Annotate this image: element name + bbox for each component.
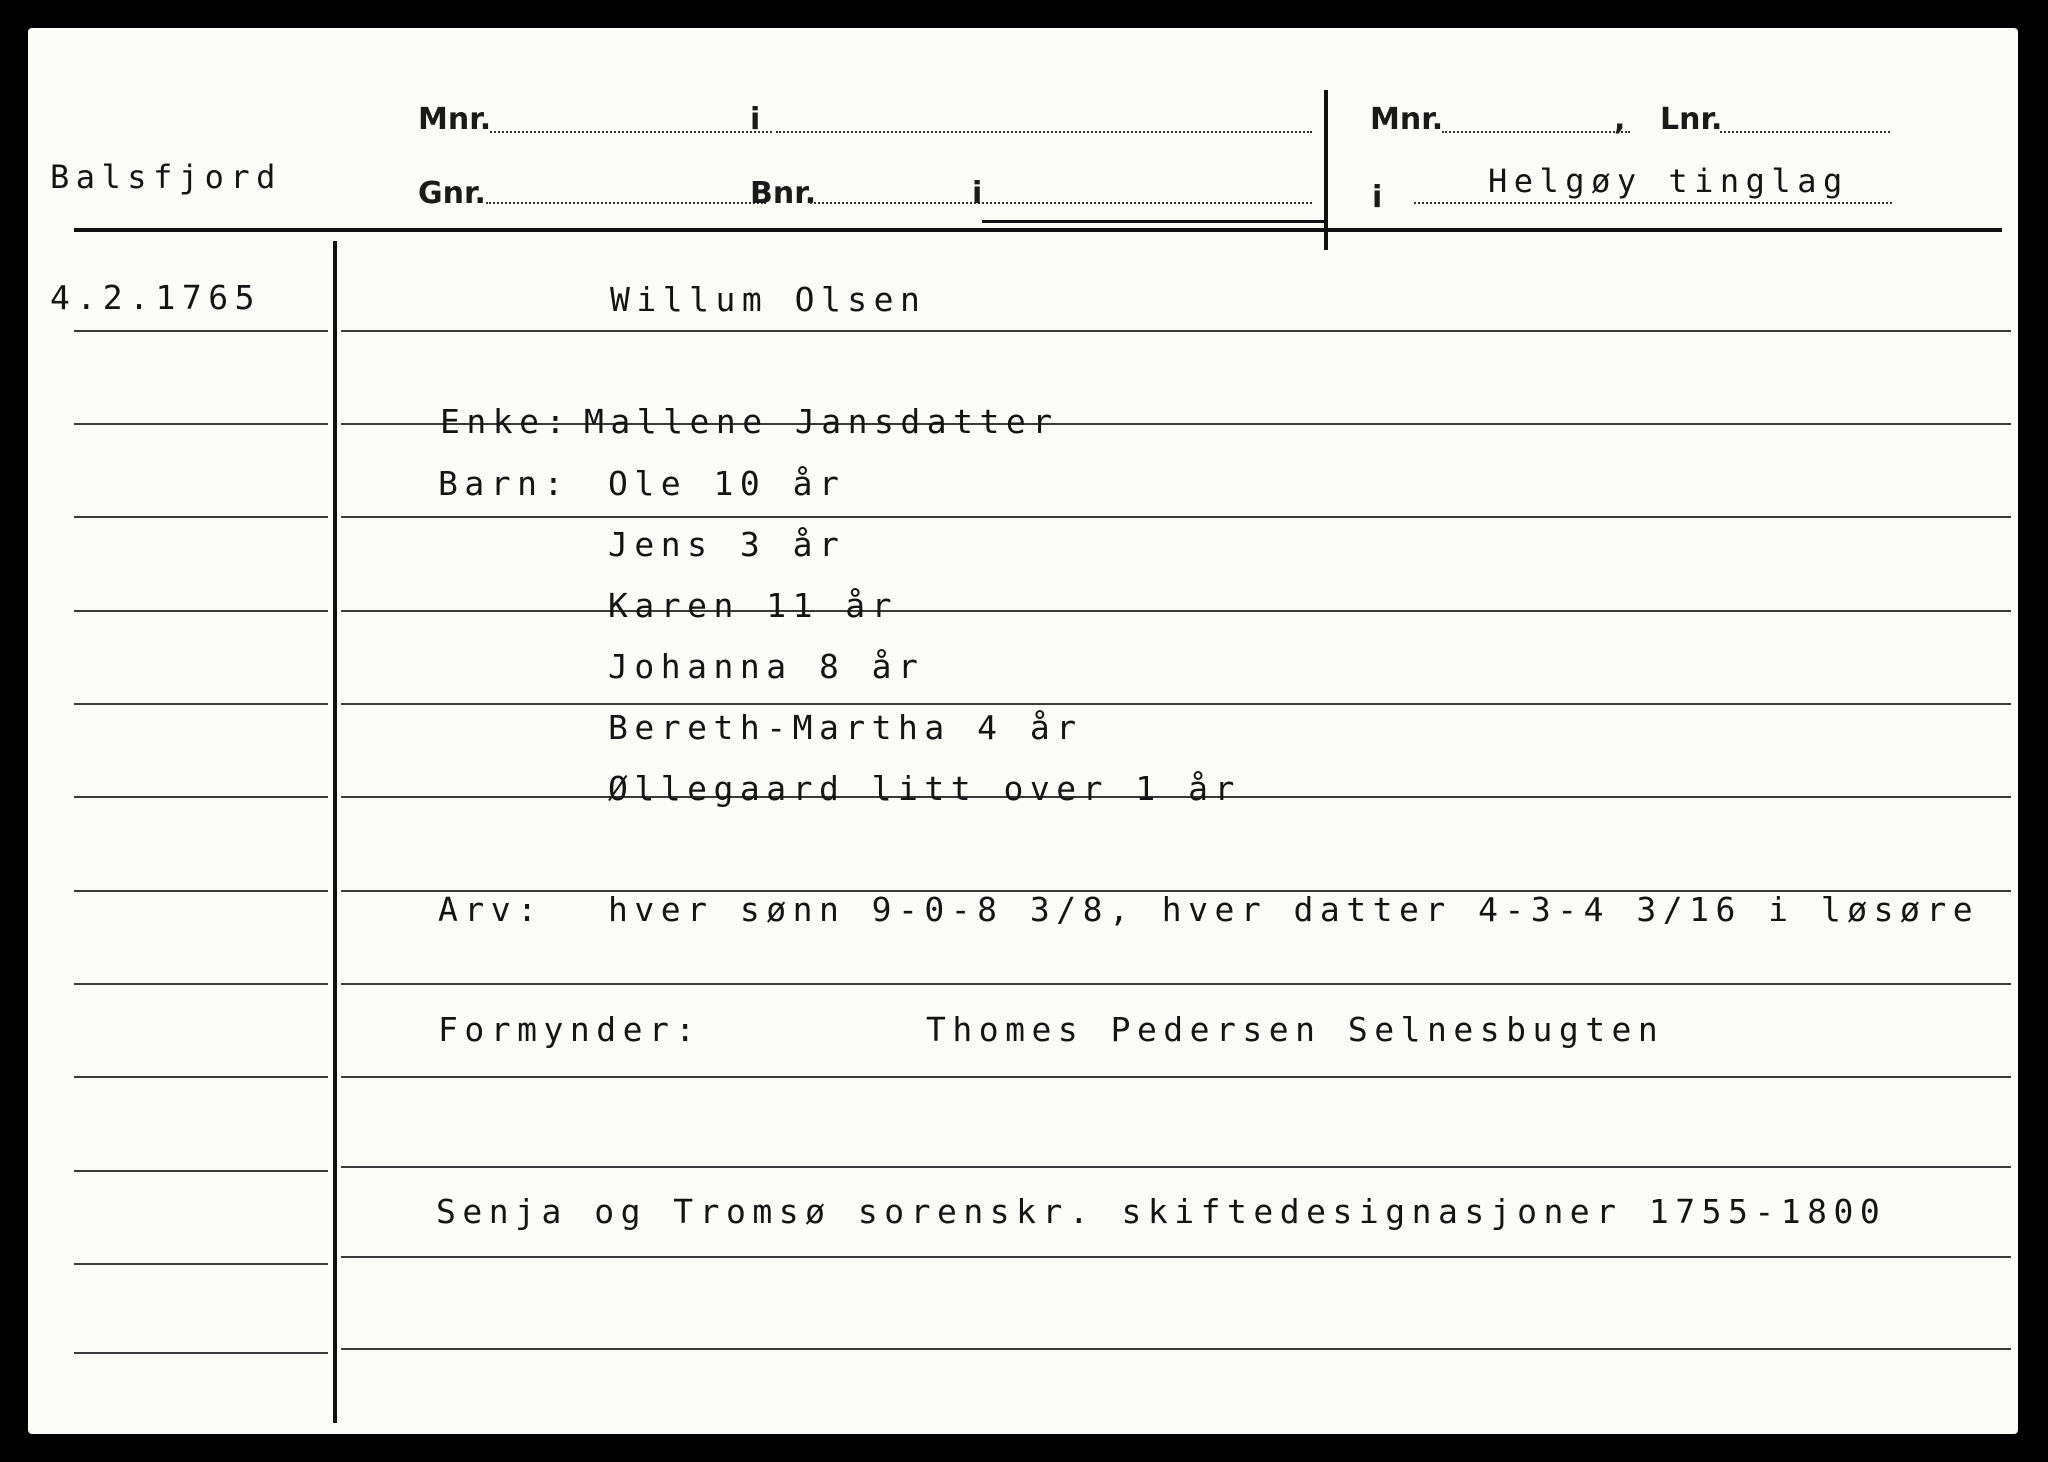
record-date: 4.2.1765 xyxy=(50,278,261,317)
lnr-field[interactable] xyxy=(1720,131,1890,133)
ruled-line xyxy=(341,1348,2011,1350)
ruled-line xyxy=(341,1076,2011,1078)
widow-name: Mallene Jansdatter xyxy=(584,402,1059,441)
child-entry: Johanna 8 år xyxy=(608,647,925,686)
lnr-label: Lnr. xyxy=(1660,102,1723,137)
right-mnr-label: Mnr. xyxy=(1370,102,1444,137)
ruled-line xyxy=(74,796,328,798)
child-entry: Jens 3 år xyxy=(608,525,846,564)
gnr-label: Gnr. xyxy=(418,176,486,211)
ruled-line xyxy=(74,1076,328,1078)
children-label: Barn: xyxy=(438,464,570,503)
ruled-line xyxy=(74,703,328,705)
child-entry: Øllegaard litt over 1 år xyxy=(608,769,1241,808)
right-mnr-field[interactable] xyxy=(1442,131,1630,133)
location-underline xyxy=(982,220,1328,223)
ruled-line xyxy=(74,983,328,985)
deceased-name: Willum Olsen xyxy=(610,280,927,319)
municipality-name: Balsfjord xyxy=(50,158,282,196)
column-divider xyxy=(333,241,337,1423)
bnr-location-field[interactable] xyxy=(990,202,1312,204)
bnr-label: Bnr. xyxy=(750,176,817,211)
ruled-line xyxy=(341,330,2011,332)
guardian-name: Thomes Pedersen Selnesbugten xyxy=(926,1010,1665,1049)
ruled-line xyxy=(74,1170,328,1172)
ruled-line xyxy=(74,516,328,518)
ruled-line xyxy=(341,516,2011,518)
ruled-line xyxy=(74,423,328,425)
court-district: Helgøy tinglag xyxy=(1488,162,1849,200)
ruled-line xyxy=(341,1256,2011,1258)
mnr-in-label: i xyxy=(750,102,761,137)
widow-label: Enke: xyxy=(440,402,572,441)
child-entry: Karen 11 år xyxy=(608,586,899,625)
ruled-line xyxy=(341,983,2011,985)
header-rule xyxy=(74,228,2002,232)
ruled-line xyxy=(341,1166,2011,1168)
ruled-line xyxy=(341,703,2011,705)
inheritance-label: Arv: xyxy=(438,890,544,929)
ruled-line xyxy=(74,330,328,332)
mnr-location-field[interactable] xyxy=(776,131,1312,133)
ruled-line xyxy=(74,1263,328,1265)
child-entry: Bereth-Martha 4 år xyxy=(608,708,1083,747)
bnr-in-label: i xyxy=(972,176,983,211)
ruled-line xyxy=(74,1352,328,1354)
ruled-line xyxy=(341,610,2011,612)
mnr-label: Mnr. xyxy=(418,102,492,137)
ruled-line xyxy=(74,890,328,892)
header-divider xyxy=(1324,90,1328,250)
mnr-field[interactable] xyxy=(490,131,772,133)
ruled-line xyxy=(74,610,328,612)
gnr-field[interactable] xyxy=(486,202,766,204)
tinglag-field[interactable] xyxy=(1414,202,1892,204)
source-reference: Senja og Tromsø sorenskr. skiftedesignasjoner 1755-1800 xyxy=(436,1192,1887,1231)
comma-separator: , xyxy=(1614,102,1626,137)
tinglag-in-label: i xyxy=(1372,180,1383,215)
guardian-label: Formynder: xyxy=(438,1010,702,1049)
inheritance-text: hver sønn 9-0-8 3/8, hver datter 4-3-4 3/16 i løsøre xyxy=(608,890,1980,929)
child-entry: Ole 10 år xyxy=(608,464,846,503)
bnr-field[interactable] xyxy=(810,202,996,204)
index-card xyxy=(28,28,2018,1434)
